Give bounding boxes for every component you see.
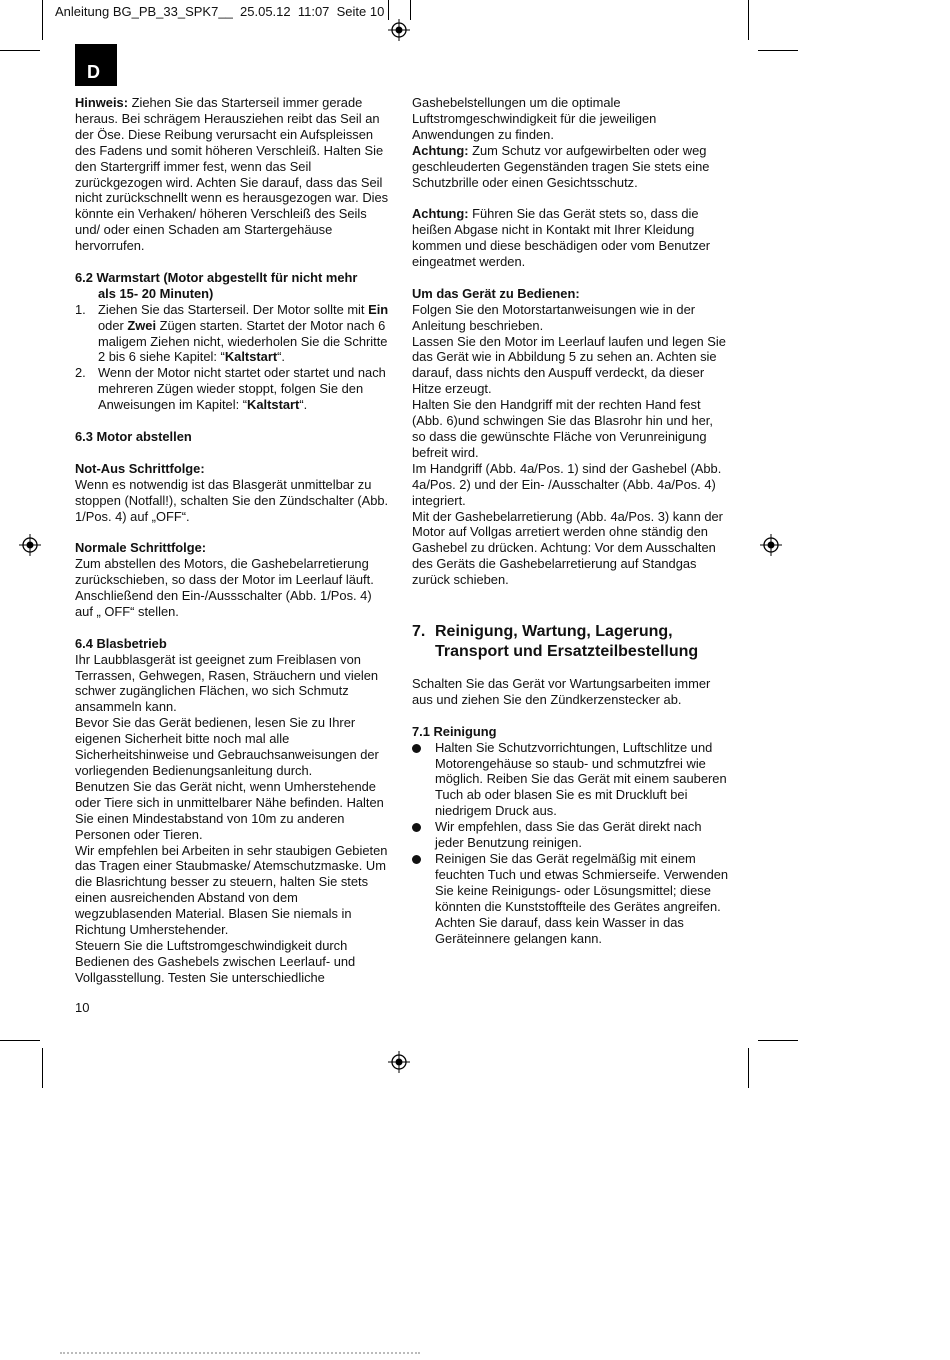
hinweis-paragraph (75, 95, 390, 254)
registration-mark-icon (760, 534, 782, 556)
chapter-7-title: 7. Reinigung, Wartung, Lagerung, Transport und Ersatzteilbestellung (412, 623, 699, 661)
right-column (412, 95, 730, 946)
chapter-7-intro: Schalten Sie das Gerät vor Wartungsarbeiten immer aus und ziehen Sie den Zündkerzenstecker ab. (412, 676, 711, 707)
bedienen-paragraph-4: Im Handgriff (Abb. 4a/Pos. 1) sind der Gashebel (Abb. 4a/Pos. 2) und der Ein- /Ausschalter (Abb. 4a/Pos. 4) integriert. (412, 460, 722, 508)
blas-paragraph-5: Steuern Sie die Luftstromgeschwindigkeit durch Bedienen des Gashebels zwischen Leerlauf- und Vollgasstellung. Testen Sie unterschiedliche (75, 937, 356, 985)
crop-mark (748, 1048, 749, 1088)
registration-mark-icon (388, 19, 410, 41)
list-item: 1. Ziehen Sie das Starterseil. Der Motor sollte mit Ein oder Zwei Zügen starten. Startet der Motor nach 6 maligem Ziehen nicht, wiederholen Sie die Schritte 2 bis 6 siehe Kapitel: “Kaltstart“. (75, 301, 389, 365)
crop-mark (0, 50, 40, 51)
bedienen-heading: Um das Gerät zu Bedienen: (412, 285, 580, 301)
page-number: 10 (75, 1000, 90, 1015)
heading-6-2-line1: 6.2 Warmstart (Motor abgestellt für nicht mehr (75, 269, 358, 285)
cleaning-list (412, 740, 730, 947)
bedienen-paragraph-2: Lassen Sie den Motor im Leerlauf laufen und legen Sie das Gerät wie in Abbildung 5 zu sehen an. Achten sie darauf, dass nichts den Auspuff verdeckt, da dieser Hitze erzeugt. (412, 333, 726, 397)
notaus-text: Wenn es notwendig ist das Blasgerät unmittelbar zu stoppen (Notfall!), schalten Sie den Zündschalter (Abb. 1/Pos. 4) auf „OFF“. (75, 476, 389, 524)
achtung-paragraph-1: Achtung: Zum Schutz vor aufgewirbelten oder weg geschleuderten Gegenständen tragen Sie stets eine Schutzbrille oder einen Gesichtsschutz. (412, 142, 710, 190)
crop-mark (758, 1040, 798, 1041)
bottom-bleed-artifact (60, 1352, 420, 1360)
crop-mark (748, 0, 749, 40)
bedienen-paragraph-1: Folgen Sie den Motorstartanweisungen wie in der Anleitung beschrieben. (412, 301, 696, 333)
list-item: Halten Sie Schutzvorrichtungen, Luftschlitze und Motorengehäuse so staub- und schmutzfrei wie möglich. Reiben Sie das Gerät mit einem sauberen Tuch ab oder blasen Sie es mit Druckluft bei niedrigem Druck aus. (412, 740, 730, 820)
heading-6-2 (75, 270, 390, 302)
normal-text: Zum abstellen des Motors, die Gashebelarretierung zurückschieben, so dass der Motor im Leerlauf läuft. Anschließend den Ein-/Aussschalter (Abb. 1/Pos. 4) auf „ OFF“ stellen. (75, 556, 374, 619)
hinweis-label: Hinweis: (75, 95, 129, 110)
blas-paragraph-2: Bevor Sie das Gerät bedienen, lesen Sie zu Ihrer eigenen Sicherheit bitte noch mal alle Sicherheitshinweise und Gebrauchsanweisungen der vorliegenden Bedienungsanleitung durch. (75, 715, 379, 778)
list-item: Reinigen Sie das Gerät regelmäßig mit einem feuchten Tuch und etwas Schmierseife. Verwenden Sie keine Reinigungs- oder Lösungsmittel; diese könnten die Kunststoffteile des Gerätes angreifen. Achten Sie darauf, dass kein Wasser in das Geräteinnere gelangen kann. (412, 851, 730, 946)
continuation-text: Gashebelstellungen um die optimale Luftstromgeschwindigkeit für die jeweiligen Anwendungen zu finden. (412, 95, 657, 142)
bedienen-paragraph-5: Mit der Gashebelarretierung (Abb. 4a/Pos. 3) kann der Motor auf Vollgas arretiert werden ohne ständig den Gashebel zu drücken. Achtung: Vor dem Ausschalten des Geräts die Gashebelarretierung auf Standgas zurück schieben. (412, 508, 723, 588)
heading-6-2-line2: als 15- 20 Minuten) (98, 285, 214, 301)
registration-mark-icon (388, 1051, 410, 1073)
heading-6-4: 6.4 Blasbetrieb (75, 635, 167, 651)
crop-mark (0, 1040, 40, 1041)
crop-mark (758, 50, 798, 51)
crop-mark (410, 0, 411, 20)
crop-mark (42, 1048, 43, 1088)
notaus-heading: Not-Aus Schrittfolge: (75, 460, 205, 476)
blas-paragraph-4: Wir empfehlen bei Arbeiten in sehr staubigen Gebieten das Tragen einer Staubmaske/ Atemschutzmaske. Um die Blasrichtung besser zu steuern, halten Sie stets einen ausreichenden Abstand von dem wegzublasenden Material. Blasen Sie niemals in Richtung Umherstehender. (75, 842, 388, 938)
crop-mark (388, 0, 389, 20)
bullet-icon (412, 823, 421, 832)
bullet-icon (412, 744, 421, 753)
heading-6-3: 6.3 Motor abstellen (75, 429, 192, 444)
blas-paragraph-3: Benutzen Sie das Gerät nicht, wenn Umherstehende oder Tiere sich in unmittelbarer Nähe befinden. Halten Sie einen Mindestabstand von 10m zu anderen Personen oder Tieren. (75, 778, 384, 842)
print-slug: Anleitung BG_PB_33_SPK7__ 25.05.12 11:07 Seite 10 (55, 4, 385, 19)
bedienen-paragraph-3: Halten Sie den Handgriff mit der rechten Hand fest (Abb. 6)und schwingen Sie das Blasrohr hin und her, so dass die gewünschte Fläche von Verunreinigung befreit wird. (412, 397, 713, 460)
list-item: Wir empfehlen, dass Sie das Gerät direkt nach jeder Benutzung reinigen. (412, 819, 730, 851)
left-column (75, 95, 390, 986)
bullet-icon (412, 855, 421, 864)
registration-mark-icon (19, 534, 41, 556)
language-tab: D (75, 44, 117, 86)
normal-heading: Normale Schrittfolge: (75, 540, 207, 556)
heading-7-1: 7.1 Reinigung (412, 723, 497, 739)
list-item: 2. Wenn der Motor nicht startet oder startet und nach mehreren Zügen wieder stoppt, folgen Sie den Anweisungen im Kapitel: “Kaltstart“. (75, 365, 386, 413)
blas-paragraph-1: Ihr Laubblasgerät ist geeignet zum Freiblasen von Terrassen, Gehwegen, Rasen, Sträuchern und vielen schwer zugänglichen Flächen, wo sich Schmutz ansammeln kann. (75, 651, 379, 715)
warmstart-steps (75, 302, 390, 413)
hinweis-text: Ziehen Sie das Starterseil immer gerade heraus. Bei schrägem Herausziehen reibt das Seil an der Öse. Diese Reibung verursacht ein Aufspleissen des Fadens und somit höheren Verschleiß. Halten Sie den Startergriff immer fest, wenn das Seil zurückgezogen wird. Achten Sie darauf, dass das Seil nicht zurückschnellt wenn es herausgezogen war. Dies könnte ein Verhaken/ höheren Verschleiß des Seils und/ oder einen Schaden am Startergehäuse hervorrufen. (75, 95, 389, 254)
crop-mark (42, 0, 43, 40)
achtung-paragraph-2: Achtung: Führen Sie das Gerät stets so, dass die heißen Abgase nicht in Kontakt mit Ihrer Kleidung kommen und diese beschädigen oder vom Benutzer eingeatmet werden. (412, 206, 711, 270)
